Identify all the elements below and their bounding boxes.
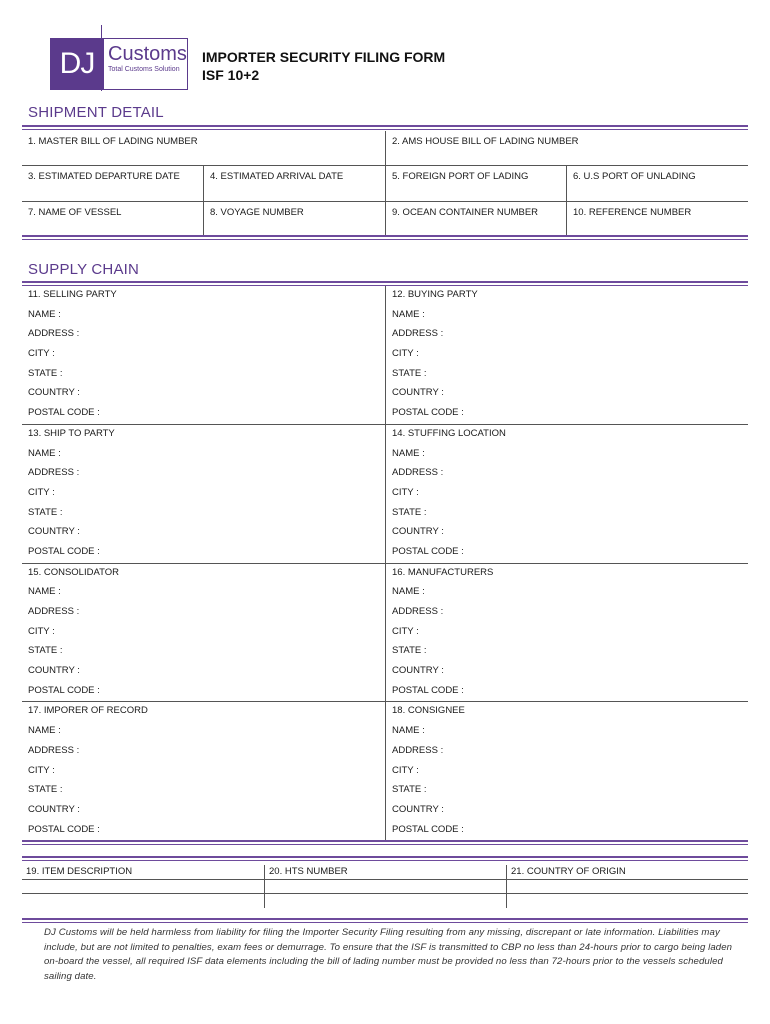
country-field[interactable]: COUNTRY : <box>392 526 444 538</box>
party-block-manufacturers <box>386 564 748 703</box>
master-bill-field[interactable]: 1. MASTER BILL OF LADING NUMBER <box>28 136 198 147</box>
state-field[interactable]: STATE : <box>28 784 63 796</box>
item-description-cell[interactable] <box>22 894 264 908</box>
section-divider <box>22 125 748 130</box>
country-field[interactable]: COUNTRY : <box>28 387 80 399</box>
party-title: 16. MANUFACTURERS <box>392 566 494 578</box>
party-block-selling <box>22 286 385 425</box>
name-field[interactable]: NAME : <box>28 308 61 320</box>
liability-disclaimer: DJ Customs will be held harmless from liability for filing the Importer Security Filing resulting from any missing, discrepant or late information. Liabilities may include, but are not limited to penalties, exam fees or demurrage. To ensure that the ISF is transmitted to CBP no less than 24-hours prior to cargo being laden on-board the vessel, all required ISF data elements including the bill of lading number must be provided no less than 72-hours prior to the vessels scheduled sailing date. <box>44 927 733 982</box>
postal-code-field[interactable]: POSTAL CODE : <box>392 823 464 835</box>
container-number-field[interactable]: 9. OCEAN CONTAINER NUMBER <box>385 202 566 236</box>
address-field[interactable]: ADDRESS : <box>28 744 80 756</box>
party-title: 14. STUFFING LOCATION <box>392 427 506 439</box>
item-row <box>22 880 748 894</box>
shipment-detail-grid <box>22 131 748 236</box>
postal-code-field[interactable]: POSTAL CODE : <box>28 823 100 835</box>
city-field[interactable]: CITY : <box>28 764 55 776</box>
form-title-line2: ISF 10+2 <box>202 67 260 83</box>
item-description-cell[interactable] <box>22 880 264 893</box>
postal-code-field[interactable]: POSTAL CODE : <box>28 407 100 419</box>
vessel-name-field[interactable]: 7. NAME OF VESSEL <box>28 207 122 218</box>
supply-chain-heading: SUPPLY CHAIN <box>28 261 140 278</box>
postal-code-field[interactable]: POSTAL CODE : <box>392 407 464 419</box>
name-field[interactable]: NAME : <box>28 586 61 598</box>
address-field[interactable]: ADDRESS : <box>392 744 444 756</box>
item-table-header <box>22 865 748 880</box>
reference-number-field[interactable]: 10. REFERENCE NUMBER <box>566 202 748 236</box>
state-field[interactable]: STATE : <box>28 367 63 379</box>
name-field[interactable]: NAME : <box>392 308 425 320</box>
address-field[interactable]: ADDRESS : <box>28 467 80 479</box>
city-field[interactable]: CITY : <box>28 486 55 498</box>
item-row <box>22 894 748 908</box>
party-block-importer-of-record <box>22 702 385 840</box>
name-field[interactable]: NAME : <box>28 725 61 737</box>
name-field[interactable]: NAME : <box>392 447 425 459</box>
section-divider <box>22 840 748 845</box>
postal-code-field[interactable]: POSTAL CODE : <box>28 545 100 557</box>
postal-code-field[interactable]: POSTAL CODE : <box>28 684 100 696</box>
foreign-port-field[interactable]: 5. FOREIGN PORT OF LADING <box>385 166 566 201</box>
party-title: 15. CONSOLIDATOR <box>28 566 119 578</box>
address-field[interactable]: ADDRESS : <box>392 328 444 340</box>
section-divider <box>22 918 748 923</box>
us-port-field[interactable]: 6. U.S PORT OF UNLADING <box>566 166 748 201</box>
country-of-origin-cell[interactable] <box>506 880 748 893</box>
country-field[interactable]: COUNTRY : <box>392 665 444 677</box>
country-of-origin-cell[interactable] <box>506 894 748 908</box>
name-field[interactable]: NAME : <box>28 447 61 459</box>
country-field[interactable]: COUNTRY : <box>28 526 80 538</box>
state-field[interactable]: STATE : <box>28 506 63 518</box>
name-field[interactable]: NAME : <box>392 586 425 598</box>
address-field[interactable]: ADDRESS : <box>392 606 444 617</box>
state-field[interactable]: STATE : <box>392 645 427 657</box>
party-block-consolidator <box>22 564 385 703</box>
address-field[interactable]: ADDRESS : <box>392 467 444 479</box>
city-field[interactable]: CITY : <box>28 625 55 637</box>
hts-number-cell[interactable] <box>264 880 506 893</box>
supply-chain-grid <box>22 286 748 840</box>
form-title-line1: IMPORTER SECURITY FILING FORM <box>202 49 446 65</box>
supply-left-column <box>22 286 385 840</box>
city-field[interactable]: CITY : <box>392 625 419 637</box>
form-title <box>202 48 445 84</box>
departure-date-field[interactable]: 3. ESTIMATED DEPARTURE DATE <box>28 171 180 182</box>
hts-number-cell[interactable] <box>264 894 506 908</box>
ams-house-bill-field[interactable]: 2. AMS HOUSE BILL OF LADING NUMBER <box>385 131 748 165</box>
shipment-detail-heading: SHIPMENT DETAIL <box>28 104 164 121</box>
party-title: 13. SHIP TO PARTY <box>28 427 115 439</box>
section-divider <box>22 235 748 240</box>
state-field[interactable]: STATE : <box>392 367 427 379</box>
country-field[interactable]: COUNTRY : <box>392 387 444 399</box>
voyage-number-field[interactable]: 8. VOYAGE NUMBER <box>203 202 385 236</box>
shipment-row <box>22 131 748 166</box>
city-field[interactable]: CITY : <box>392 486 419 498</box>
party-title: 18. CONSIGNEE <box>392 705 465 717</box>
country-of-origin-header: 21. COUNTRY OF ORIGIN <box>506 865 748 879</box>
supply-right-column <box>385 286 748 840</box>
country-field[interactable]: COUNTRY : <box>28 665 80 677</box>
logo-text <box>104 38 188 90</box>
shipment-row <box>22 202 748 236</box>
country-field[interactable]: COUNTRY : <box>392 803 444 815</box>
party-block-consignee <box>386 702 748 840</box>
state-field[interactable]: STATE : <box>28 645 63 657</box>
party-block-stuffing-location <box>386 425 748 564</box>
party-title: 11. SELLING PARTY <box>28 289 117 300</box>
section-divider <box>22 856 748 861</box>
item-table <box>22 865 748 908</box>
item-description-header: 19. ITEM DESCRIPTION <box>26 866 133 877</box>
shipment-row <box>22 166 748 202</box>
country-field[interactable]: COUNTRY : <box>28 803 80 815</box>
arrival-date-field[interactable]: 4. ESTIMATED ARRIVAL DATE <box>203 166 385 201</box>
address-field[interactable]: ADDRESS : <box>28 328 80 340</box>
state-field[interactable]: STATE : <box>392 784 427 796</box>
logo-word: Customs <box>108 43 187 65</box>
city-field[interactable]: CITY : <box>392 348 419 360</box>
postal-code-field[interactable]: POSTAL CODE : <box>392 684 464 696</box>
postal-code-field[interactable]: POSTAL CODE : <box>392 545 464 557</box>
party-title: 12. BUYING PARTY <box>392 289 478 300</box>
party-title: 17. IMPORER OF RECORD <box>28 705 148 717</box>
city-field[interactable]: CITY : <box>28 348 55 360</box>
city-field[interactable]: CITY : <box>392 764 419 776</box>
hts-number-header: 20. HTS NUMBER <box>264 865 506 879</box>
party-block-ship-to <box>22 425 385 564</box>
company-logo <box>50 38 188 90</box>
logo-tagline: Total Customs Solution <box>108 66 180 73</box>
address-field[interactable]: ADDRESS : <box>28 606 80 617</box>
logo-mark: DJ <box>50 38 104 90</box>
state-field[interactable]: STATE : <box>392 506 427 518</box>
name-field[interactable]: NAME : <box>392 725 425 737</box>
party-block-buying <box>386 286 748 425</box>
